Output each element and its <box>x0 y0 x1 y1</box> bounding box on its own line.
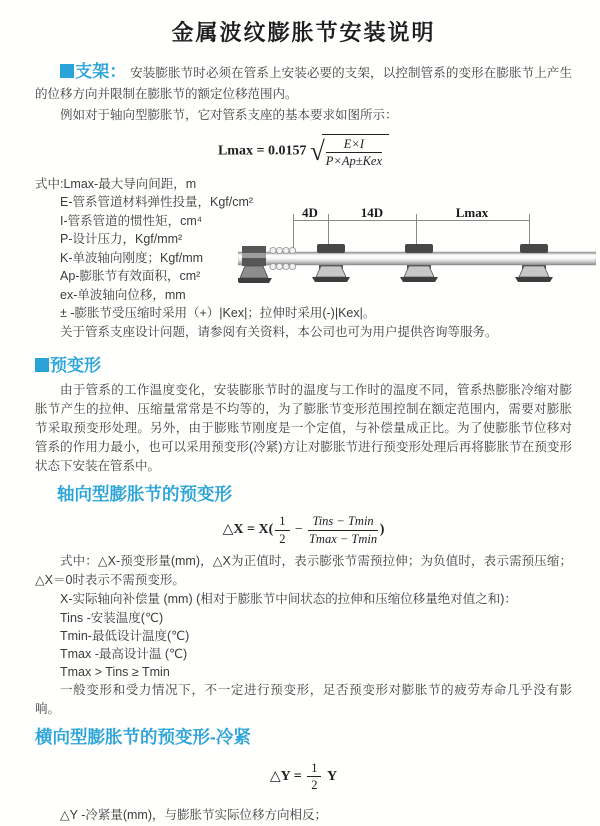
formula-denominator: P×Ap±Kex <box>325 154 383 169</box>
formula-lhs: △Y = <box>269 769 302 785</box>
lateral-predeform-heading: 横向型膨胀节的预变形-冷紧 <box>35 727 251 747</box>
variable-definition: P-设计压力，Kgf/mm² <box>60 232 183 247</box>
pipe-support-diagram-svg <box>238 204 596 302</box>
support-heading-label: 支架： <box>75 62 127 81</box>
pipe-highlight <box>238 254 596 258</box>
variable-definition: K-单波轴向刚度；Kgf/mm <box>60 250 204 265</box>
support-section-heading <box>60 62 127 81</box>
axial-formula-explanation: 式中：△X-预变形量(mm)，△X为正值时，表示膨张节需预拉伸；为负值时，表示需预压缩；△X＝0时表示不需预变形。 <box>35 554 572 587</box>
predeform-heading-label: 预变形 <box>50 356 101 376</box>
variable-definition: Ap-膨胀节有效面积，cm² <box>60 269 201 284</box>
one-half-fraction: $\frac{1}{2}$ <box>305 761 323 793</box>
dimension-label-4d: 4D <box>302 204 318 220</box>
support-spacing-diagram <box>238 204 596 302</box>
lmax-formula <box>35 134 572 169</box>
support-detail-block <box>35 175 572 342</box>
formula-lhs: △X = X( <box>222 522 274 538</box>
temperature-definition: Tmax > Tins ≥ Tmin <box>60 665 170 679</box>
sqrt-radical-icon: √ <box>309 135 325 166</box>
predeform-body-text: 由于管系的工作温度变化，安装膨胀节时的温度与工作时的温度不同，管系热膨胀冷缩对膨胀节产生的拉伸、压缩量常常是不均等的，为了膨胀节变形范围控制在额定范围内，需要对膨胀节采取预变形处理。另外，由于膨账节刚度是一个定值，与补偿量成正比。为了使膨胀节位移对管系的作用力最小，也可以采用预变形(冷紧)方让对膨胀节进行预变形处理后再将膨胀节在预变形状态下安装在管系中。 <box>35 383 572 474</box>
temperature-fraction: $\frac{\text{Tins − Tmin}}{Tmax - Tmin}$ <box>308 514 378 546</box>
support-intro-text: 安装膨胀节时必须在管系上安装必要的支架，以控制管系的变形在膨胀节上产生的位移方向并限制在膨胀节的额定位移范围内。 <box>35 66 572 101</box>
formula-close-paren: ) <box>379 522 385 538</box>
variable-definition: 式中:Lmax-最大导向间距，m <box>35 176 197 191</box>
minus-sign: − <box>295 522 303 538</box>
section-marker-icon <box>60 64 74 78</box>
support-intro-paragraph <box>35 63 572 105</box>
temperature-definition: Tmax -最高设计温 (℃) <box>60 647 188 661</box>
section-marker-icon <box>35 358 49 372</box>
variable-definition: ex-单波轴向位移，mm <box>60 287 186 302</box>
x-definition: X-实际轴向补偿量 (mm) (相对于膨胀节中间状态的拉伸和压缩位移量绝对值之和)： <box>60 592 517 606</box>
variable-definition: E-管系管道材料弹性投量，Kgf/cm² <box>60 195 254 210</box>
sqrt-body <box>322 134 389 169</box>
dimension-label-14d: 14D <box>360 204 384 220</box>
lateral-formula <box>35 761 572 793</box>
one-half-fraction: $\frac{1}{2}$ <box>273 514 291 546</box>
support-note: 关于管系支座设计问题，请参阅有关资料，本公司也可为用户提供咨询等服务。 <box>60 324 498 339</box>
axial-predeform-formula <box>35 514 572 546</box>
temperature-definition: Tins -安装温度(℃) <box>60 611 164 625</box>
variable-definition: ± -膨胀节受压缩时采用（+）|Kex|；拉伸时采用(-)|Kex|。 <box>60 306 376 321</box>
support-example-text: 例如对于轴向型膨胀节，它对管系支座的基本要求如图所示： <box>60 108 398 122</box>
axial-predeform-heading: 轴向型膨胀节的预变形 <box>57 484 232 505</box>
lateral-note: △Y -冷紧量(mm)，与膨胀节实际位移方向相反； <box>60 807 328 822</box>
dimension-label-lmax: Lmax <box>455 204 489 220</box>
variable-definition: I-管系管道的惯性矩，cm⁴ <box>60 213 203 228</box>
formula-numerator: E×I <box>326 137 382 153</box>
predeform-section-heading <box>35 355 572 377</box>
formula-lhs: Lmax = 0.0157 <box>217 143 307 159</box>
page-title: 金属波纹膨胀节安装说明 <box>171 20 436 45</box>
axial-note: 一般变形和受力情况下，不一定进行预变形，足否预变形对膨胀节的疲劳寿命几乎没有影响。 <box>35 683 572 716</box>
temperature-definition: Tmin-最低设计温度(℃) <box>60 629 190 643</box>
temperature-definitions <box>35 609 572 681</box>
formula-rhs: Y <box>326 769 338 785</box>
